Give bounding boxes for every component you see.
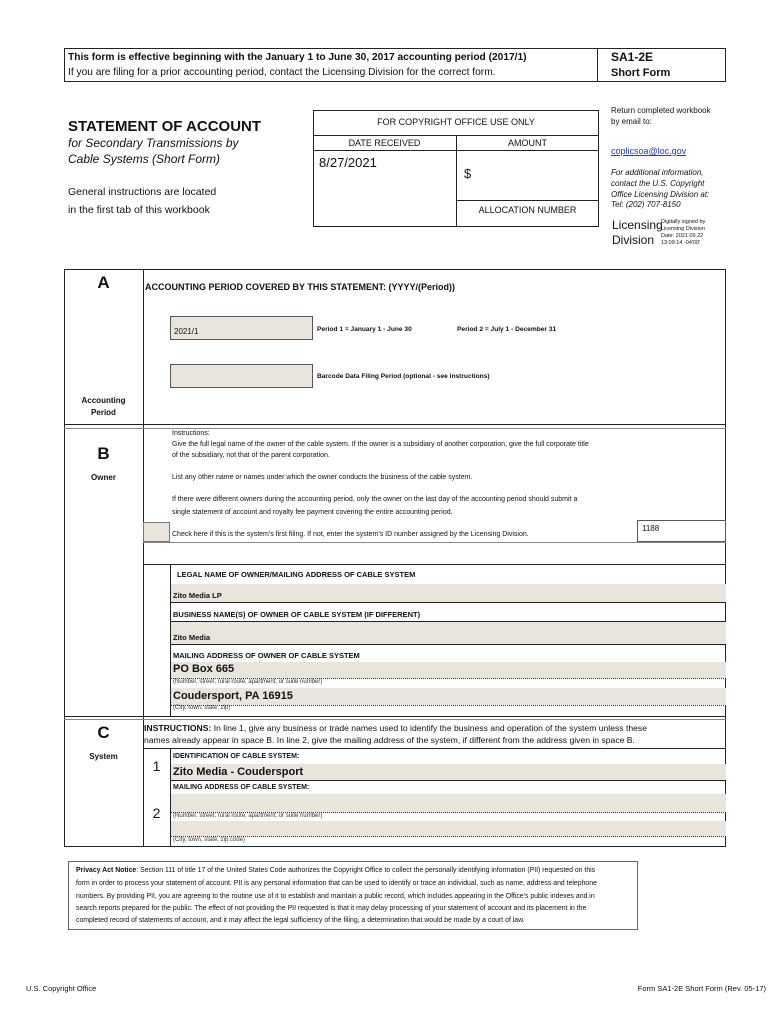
section-a-side-label-2: Period — [91, 408, 116, 417]
privacy-notice-line3: numbers. By providing PII, you are agreeing to the routine use of it to establish and maintain a public record, which includes appearing in the Office's public indexes and in — [76, 893, 595, 900]
system-city-input[interactable] — [171, 821, 726, 836]
legal-name-value: Zito Media LP — [173, 591, 222, 600]
general-instructions-2: in the first tab of this workbook — [68, 204, 210, 216]
section-b-c-divider — [64, 716, 726, 717]
system-id-name-input[interactable] — [171, 764, 726, 780]
return-instructions-1: Return completed workbook — [611, 106, 711, 115]
signature-name-1: Licensing — [612, 218, 663, 232]
system-mailing-label: MAILING ADDRESS OF CABLE SYSTEM: — [173, 784, 310, 791]
contact-email-link[interactable]: coplicsoa@loc.gov — [611, 146, 687, 156]
allocation-number-label: ALLOCATION NUMBER — [478, 205, 577, 215]
section-c-instructions-bold: INSTRUCTIONS: — [144, 723, 212, 733]
owner-street-value: PO Box 665 — [173, 663, 235, 675]
effective-notice-line1: This form is effective beginning with the January 1 to June 30, 2017 accounting period (2017/1) — [68, 52, 527, 63]
office-use-header: FOR COPYRIGHT OFFICE USE ONLY — [377, 117, 535, 127]
section-b-instruction-1b: of the subsidiary, not that of the parent corporation. — [172, 452, 330, 459]
signature-detail-1: Digitally signed by — [661, 219, 706, 225]
owner-city-input[interactable] — [171, 688, 726, 705]
footer-right: Form SA1-2E Short Form (Rev. 05-17) — [637, 984, 766, 993]
section-a-heading: ACCOUNTING PERIOD COVERED BY THIS STATEMENT: (YYYY/(Period)) — [145, 282, 456, 292]
legal-name-underline — [171, 602, 726, 603]
privacy-notice-line5: completed record of statements of account, and it may affect the legal sufficiency of the filing, a determination that would be made by a court of law. — [76, 917, 525, 924]
owner-city-value: Coudersport, PA 16915 — [173, 690, 293, 702]
section-c-side-label: System — [89, 752, 118, 761]
section-a-b-divider-2 — [64, 428, 726, 429]
page-title: STATEMENT OF ACCOUNT — [68, 118, 262, 135]
signature-detail-3: Date: 2021.09.22 — [661, 233, 704, 239]
section-b-instruction-2: List any other name or names under which the owner conducts the business of the cable system. — [172, 474, 473, 481]
section-b-side-label: Owner — [91, 473, 116, 482]
system-id-name-value: Zito Media - Coudersport — [173, 766, 304, 778]
general-instructions-1: General instructions are located — [68, 186, 217, 198]
barcode-period-label: Barcode Data Filing Period (optional - see instructions) — [317, 373, 490, 380]
section-b-divider-1 — [143, 542, 726, 543]
section-b-instruction-3a: If there were different owners during the accounting period, only the owner on the last day of the accounting period should submit a — [172, 496, 578, 503]
business-name-value: Zito Media — [173, 633, 211, 642]
first-filing-checkbox[interactable] — [143, 522, 170, 542]
form-id-name: Short Form — [611, 67, 671, 79]
section-a-letter: A — [97, 273, 110, 292]
office-use-divider-2 — [313, 150, 599, 151]
signature-detail-2: Licensing Division — [661, 226, 706, 232]
privacy-notice-line4: search reports prepared for the public. The effect of not providing the PII requested is that it may delay processing of your statement of account and its placement in the — [76, 905, 587, 912]
date-received-label: DATE RECEIVED — [348, 138, 421, 148]
line-2-number: 2 — [152, 805, 161, 821]
accounting-period-value: 2021/1 — [174, 327, 199, 336]
owner-city-dotted-line — [171, 705, 726, 706]
system-street-input[interactable] — [171, 794, 726, 812]
system-street-hint: (Number, street, rural route, apartment, or suite number) — [173, 813, 323, 819]
return-instructions-2: by email to: — [611, 117, 652, 126]
section-b-letter: B — [97, 444, 110, 463]
system-city-hint: (City, town, state, zip code) — [173, 837, 245, 843]
office-use-divider-3 — [456, 200, 599, 201]
business-name-underline — [171, 644, 726, 645]
barcode-period-input[interactable] — [170, 364, 313, 388]
contact-phone: Tel: (202) 707-8150 — [611, 200, 681, 209]
privacy-notice-line2: form in order to process your statement of account. PII is any personal information that can be used to identify or trace an individual, such as name, address and telephone — [76, 880, 597, 887]
section-c-letter: C — [97, 723, 110, 742]
system-id-label: IDENTIFICATION OF CABLE SYSTEM: — [173, 753, 300, 760]
section-b-instructions-title: Instructions: — [172, 430, 210, 437]
amount-label: AMOUNT — [508, 138, 547, 148]
system-id-value: 1188 — [642, 524, 660, 533]
system-id-underline — [171, 780, 726, 781]
period-2-legend: Period 2 = July 1 - December 31 — [457, 326, 557, 333]
section-c-top-rule — [143, 748, 726, 749]
page-subtitle-2: Cable Systems (Short Form) — [68, 152, 221, 166]
section-b-instruction-3b: single statement of account and royalty fee payment covering the entire accounting period. — [172, 509, 453, 516]
system-city-dotted-line — [171, 836, 726, 837]
page-subtitle-1: for Secondary Transmissions by — [68, 136, 239, 150]
section-b-instruction-1a: Give the full legal name of the owner of the cable system. If the owner is a subsidiary of another corporation, give the full corporate title — [172, 441, 589, 448]
system-id-input[interactable] — [637, 520, 726, 542]
section-a-side-label-1: Accounting — [81, 396, 126, 405]
form-id-code: SA1-2E — [611, 50, 654, 64]
date-received-value[interactable]: 8/27/2021 — [319, 155, 377, 170]
footer-left: U.S. Copyright Office — [26, 984, 97, 993]
amount-value[interactable]: $ — [464, 166, 472, 181]
additional-info-2: contact the U.S. Copyright — [611, 179, 705, 188]
business-name-input[interactable] — [171, 622, 726, 644]
additional-info-1: For additional information, — [611, 168, 704, 177]
period-1-legend: Period 1 = January 1 - June 30 — [317, 326, 412, 333]
accounting-period-input[interactable] — [170, 316, 313, 340]
privacy-notice-bold: Privacy Act Notice — [76, 867, 137, 874]
line-1-number: 1 — [152, 758, 161, 774]
owner-street-input[interactable] — [171, 662, 726, 678]
section-b-divider-2 — [143, 564, 726, 565]
privacy-notice-text1: : Section 111 of title 17 of the United States Code authorizes the Copyright Office to collect the personally identifying information (PII) requested on this — [136, 867, 596, 874]
owner-city-hint: (City, town, state, zip) — [173, 705, 231, 711]
section-b-c-divider-2 — [64, 719, 726, 720]
first-filing-label: Check here if this is the system's first filing. If not, enter the system's ID number assigned by the Licensing Division. — [172, 531, 529, 538]
privacy-notice-line1 — [76, 867, 595, 874]
additional-info-3: Office Licensing Division at: — [611, 190, 710, 199]
owner-mailing-label: MAILING ADDRESS OF OWNER OF CABLE SYSTEM — [173, 651, 360, 660]
section-c-instructions — [144, 722, 647, 746]
effective-notice-line2: If you are filing for a prior accounting period, contact the Licensing Division for the correct form. — [68, 67, 496, 78]
business-name-label: BUSINESS NAME(S) OF OWNER OF CABLE SYSTEM (IF DIFFERENT) — [173, 610, 421, 619]
section-c-instructions-line2: names already appear in space B. In line 2, give the mailing address of the system, if different from the address given in space B. — [144, 735, 635, 745]
signature-name-2: Division — [612, 233, 655, 247]
section-c-instructions-line1: In line 1, give any business or trade names used to identify the business and operation of the system unless these — [211, 723, 648, 733]
section-a-b-divider — [64, 424, 726, 425]
signature-detail-4: 13:09:14 -04'00' — [661, 240, 701, 246]
owner-street-hint: (Number, street, rural route, apartment, or suite number) — [173, 679, 323, 685]
legal-name-input[interactable] — [171, 584, 726, 602]
legal-name-label: LEGAL NAME OF OWNER/MAILING ADDRESS OF CABLE SYSTEM — [177, 570, 416, 579]
